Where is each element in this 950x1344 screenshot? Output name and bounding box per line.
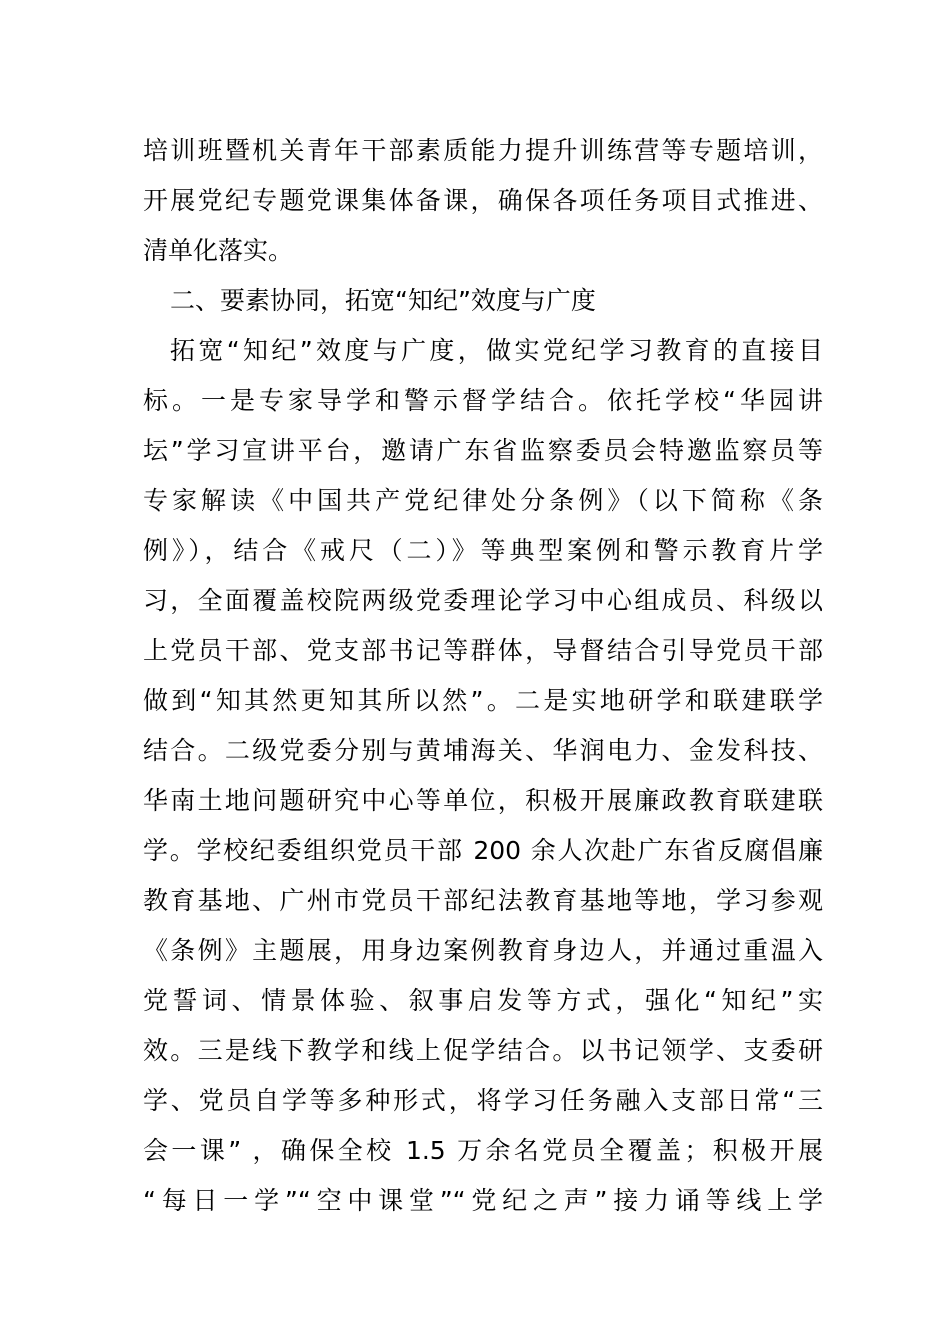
body-text-line: 拓宽“知纪”效度与广度，做实党纪学习教育的直接目 — [170, 336, 823, 365]
body-text-line: 教育基地、广州市党员干部纪法教育基地等地，学习参观 — [143, 886, 823, 915]
body-text-line: 学。学校纪委组织党员干部 200 余人次赴广东省反腐倡廉 — [143, 836, 823, 865]
body-text-line: 习，全面覆盖校院两级党委理论学习中心组成员、科级以 — [143, 586, 823, 615]
body-text-line: 清单化落实。 — [143, 236, 294, 265]
body-text-line: “每日一学”“空中课堂”“党纪之声”接力诵等线上学 — [143, 1186, 823, 1215]
body-text-line: 做到“知其然更知其所以然”。二是实地研学和联建联学 — [143, 686, 823, 715]
body-text-line: 例》），结合《戒尺（二）》等典型案例和警示教育片学 — [143, 536, 823, 565]
body-text-line: 坛”学习宣讲平台，邀请广东省监察委员会特邀监察员等 — [143, 436, 823, 465]
body-text-line: 结合。二级党委分别与黄埔海关、华润电力、金发科技、 — [143, 736, 823, 765]
body-text-line: 华南土地问题研究中心等单位，积极开展廉政教育联建联 — [143, 786, 823, 815]
body-text-line: 培训班暨机关青年干部素质能力提升训练营等专题培训， — [143, 136, 823, 165]
section-heading: 二、要素协同，拓宽“知纪”效度与广度 — [170, 286, 596, 315]
body-text-line: 开展党纪专题党课集体备课，确保各项任务项目式推进、 — [143, 186, 823, 215]
body-text-line: 党誓词、情景体验、叙事启发等方式，强化“知纪”实 — [143, 986, 823, 1015]
body-text-line: 上党员干部、党支部书记等群体，导督结合引导党员干部 — [143, 636, 823, 665]
body-text-line: 学、党员自学等多种形式，将学习任务融入支部日常“三 — [143, 1086, 823, 1115]
body-text-line: 专家解读《中国共产党纪律处分条例》（以下简称《条 — [143, 486, 823, 515]
body-text-line: 效。三是线下教学和线上促学结合。以书记领学、支委研 — [143, 1036, 823, 1065]
body-text-line: 《条例》主题展，用身边案例教育身边人，并通过重温入 — [143, 936, 823, 965]
body-text-line: 标。一是专家导学和警示督学结合。依托学校“华园讲 — [143, 386, 823, 415]
body-text-line: 会一课” ，确保全校 1.5 万余名党员全覆盖；积极开展 — [143, 1136, 823, 1165]
